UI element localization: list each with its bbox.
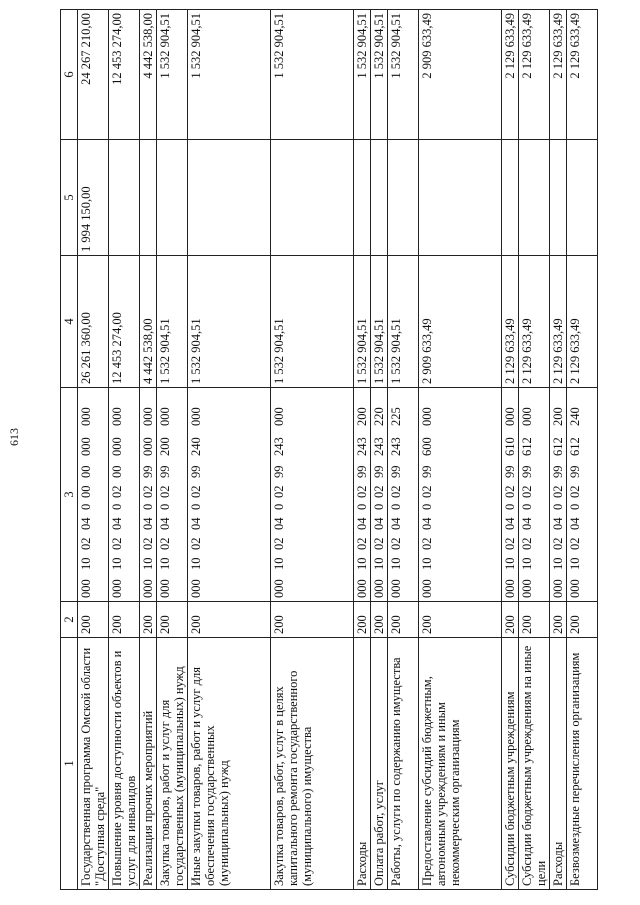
row-name-cell: Государственная программа Омской области "Доступная среда": [78, 638, 109, 890]
code-part: 000: [141, 407, 155, 426]
code-part: 000: [79, 437, 93, 456]
code-part: 0: [272, 503, 286, 510]
code-part: 02: [158, 485, 172, 498]
row-code-cell: [78, 388, 109, 602]
code-part: 225: [389, 407, 403, 426]
code-part: 99: [420, 465, 434, 478]
table-row: [109, 10, 140, 890]
code-part: 200: [551, 407, 565, 426]
code-part: 02: [158, 537, 172, 550]
code-part: 02: [503, 537, 517, 550]
code-part: 02: [503, 485, 517, 498]
row-column-4-cell: 1 532 904,51: [188, 256, 271, 388]
row-code-cell: [157, 388, 188, 602]
row-column-2-cell: 200: [371, 602, 388, 638]
row-column-4-cell: 1 532 904,51: [388, 256, 419, 388]
row-code-cell: [519, 388, 550, 602]
row-column-5-cell: [188, 140, 271, 256]
code-part: 000: [551, 579, 565, 598]
row-column-6-cell: 12 453 274,00: [109, 10, 140, 140]
row-column-6-cell: 2 129 633,49: [502, 10, 519, 140]
row-column-5-cell: [157, 140, 188, 256]
code-part: 000: [520, 407, 534, 426]
code-part: 02: [189, 485, 203, 498]
row-column-4-cell: 4 442 538,00: [140, 256, 157, 388]
row-column-5-cell: [502, 140, 519, 256]
code-part: 04: [568, 517, 582, 530]
code-part: 0: [79, 503, 93, 510]
code-part: 02: [420, 485, 434, 498]
code-part: 10: [520, 557, 534, 570]
code-part: 000: [110, 437, 124, 456]
row-name-cell: Закупка товаров, работ, услуг в целях капитального ремонта государственного (муниципального) имущества: [271, 638, 354, 890]
code-part: 99: [158, 465, 172, 478]
code-part: 0: [141, 503, 155, 510]
row-column-5-cell: [419, 140, 502, 256]
row-column-6-cell: 2 129 633,49: [567, 10, 598, 140]
row-column-5-cell: [371, 140, 388, 256]
row-name-cell: Работы, услуги по содержанию имущества: [388, 638, 419, 890]
rotated-page: [60, 10, 610, 890]
row-column-5-cell: [271, 140, 354, 256]
code-part: 000: [79, 579, 93, 598]
code-part: 02: [568, 537, 582, 550]
row-name-cell: Субсидии бюджетным учреждениям: [502, 638, 519, 890]
code-part: 10: [420, 557, 434, 570]
code-part: 99: [551, 465, 565, 478]
code-part: 04: [189, 517, 203, 530]
row-column-4-cell: 1 532 904,51: [354, 256, 371, 388]
code-part: 000: [79, 407, 93, 426]
code-part: 000: [189, 579, 203, 598]
table-row: [388, 10, 419, 890]
table-row: [371, 10, 388, 890]
row-name-cell: Субсидии бюджетным учреждениям на иные цели: [519, 638, 550, 890]
code-part: 000: [520, 579, 534, 598]
row-code-cell: [109, 388, 140, 602]
row-column-6-cell: 24 267 210,00: [78, 10, 109, 140]
code-part: 0: [355, 503, 369, 510]
code-part: 0: [551, 503, 565, 510]
code-part: 10: [355, 557, 369, 570]
code-part: 10: [551, 557, 565, 570]
code-part: 04: [372, 517, 386, 530]
code-part: 000: [110, 407, 124, 426]
code-part: 0: [503, 503, 517, 510]
row-code-cell: [502, 388, 519, 602]
table-row: [550, 10, 567, 890]
table-row: [78, 10, 109, 890]
row-column-2-cell: 200: [419, 602, 502, 638]
row-code-cell: [271, 388, 354, 602]
row-column-4-cell: 26 261 360,00: [78, 256, 109, 388]
header-cell: 5: [61, 140, 78, 256]
code-part: 000: [110, 579, 124, 598]
code-part: 000: [158, 579, 172, 598]
code-part: 000: [158, 407, 172, 426]
row-column-5-cell: [567, 140, 598, 256]
code-part: 04: [141, 517, 155, 530]
page-number: 613: [7, 428, 21, 446]
code-part: 000: [141, 579, 155, 598]
row-column-6-cell: 1 532 904,51: [388, 10, 419, 140]
code-part: 220: [372, 407, 386, 426]
table-row: [519, 10, 550, 890]
code-part: 000: [272, 407, 286, 426]
code-part: 02: [272, 485, 286, 498]
row-column-2-cell: 200: [502, 602, 519, 638]
code-part: 04: [503, 517, 517, 530]
code-part: 600: [420, 437, 434, 456]
code-part: 000: [372, 579, 386, 598]
code-part: 200: [355, 407, 369, 426]
row-column-2-cell: 200: [354, 602, 371, 638]
code-part: 612: [568, 437, 582, 456]
header-cell: 3: [61, 388, 78, 602]
row-column-4-cell: 1 532 904,51: [157, 256, 188, 388]
code-part: 02: [141, 537, 155, 550]
row-column-6-cell: 1 532 904,51: [157, 10, 188, 140]
code-part: 000: [189, 407, 203, 426]
code-part: 10: [79, 557, 93, 570]
row-column-2-cell: 200: [550, 602, 567, 638]
row-column-5-cell: [519, 140, 550, 256]
row-column-6-cell: 1 532 904,51: [371, 10, 388, 140]
row-code-cell: [419, 388, 502, 602]
table-body: [78, 10, 598, 890]
table-row: [188, 10, 271, 890]
row-name-cell: Оплата работ, услуг: [371, 638, 388, 890]
row-column-4-cell: 2 129 633,49: [519, 256, 550, 388]
code-part: 10: [389, 557, 403, 570]
row-column-4-cell: 2 129 633,49: [550, 256, 567, 388]
code-part: 243: [355, 437, 369, 456]
row-column-5-cell: [388, 140, 419, 256]
code-part: 04: [520, 517, 534, 530]
row-code-cell: [371, 388, 388, 602]
row-column-4-cell: 2 129 633,49: [567, 256, 598, 388]
row-code-cell: [354, 388, 371, 602]
code-part: 99: [272, 465, 286, 478]
code-part: 99: [189, 465, 203, 478]
code-part: 04: [551, 517, 565, 530]
row-column-4-cell: 2 909 633,49: [419, 256, 502, 388]
code-part: 0: [372, 503, 386, 510]
code-part: 02: [372, 537, 386, 550]
code-part: 10: [141, 557, 155, 570]
code-part: 240: [568, 407, 582, 426]
code-part: 612: [551, 437, 565, 456]
code-part: 000: [389, 579, 403, 598]
code-part: 000: [503, 407, 517, 426]
row-code-cell: [188, 388, 271, 602]
row-column-6-cell: 2 909 633,49: [419, 10, 502, 140]
code-part: 0: [110, 503, 124, 510]
budget-table: [60, 9, 598, 890]
code-part: 99: [355, 465, 369, 478]
header-cell: 2: [61, 602, 78, 638]
row-name-cell: Предоставление субсидий бюджетным, автономным учреждениям и иным некоммерческим организациям: [419, 638, 502, 890]
code-part: 000: [568, 579, 582, 598]
code-part: 0: [158, 503, 172, 510]
code-part: 000: [141, 437, 155, 456]
code-part: 240: [189, 437, 203, 456]
row-column-5-cell: [354, 140, 371, 256]
code-part: 04: [355, 517, 369, 530]
code-part: 04: [79, 517, 93, 530]
code-part: 02: [110, 537, 124, 550]
row-column-5-cell: [140, 140, 157, 256]
row-column-6-cell: 4 442 538,00: [140, 10, 157, 140]
code-part: 02: [79, 537, 93, 550]
code-part: 0: [389, 503, 403, 510]
row-column-2-cell: 200: [188, 602, 271, 638]
row-name-cell: Закупка товаров, работ и услуг для государственных (муниципальных) нужд: [157, 638, 188, 890]
row-column-6-cell: 1 532 904,51: [271, 10, 354, 140]
code-part: 04: [110, 517, 124, 530]
code-part: 00: [110, 465, 124, 478]
code-part: 000: [503, 579, 517, 598]
row-column-2-cell: 200: [519, 602, 550, 638]
code-part: 02: [551, 537, 565, 550]
row-column-2-cell: 200: [388, 602, 419, 638]
code-part: 243: [389, 437, 403, 456]
code-part: 99: [389, 465, 403, 478]
row-column-6-cell: 1 532 904,51: [354, 10, 371, 140]
header-cell: 1: [61, 638, 78, 890]
code-part: 02: [551, 485, 565, 498]
row-column-6-cell: 2 129 633,49: [519, 10, 550, 140]
code-part: 243: [272, 437, 286, 456]
code-part: 0: [520, 503, 534, 510]
row-column-2-cell: 200: [271, 602, 354, 638]
code-part: 10: [110, 557, 124, 570]
header-cell: 4: [61, 256, 78, 388]
table-row: [502, 10, 519, 890]
code-part: 000: [420, 407, 434, 426]
code-part: 02: [372, 485, 386, 498]
row-column-5-cell: [109, 140, 140, 256]
row-code-cell: [140, 388, 157, 602]
row-column-5-cell: [550, 140, 567, 256]
table-row: [354, 10, 371, 890]
code-part: 00: [79, 465, 93, 478]
code-part: 612: [520, 437, 534, 456]
code-part: 02: [272, 537, 286, 550]
row-name-cell: Повышение уровня доступности объектов и услуг для инвалидов: [109, 638, 140, 890]
row-column-2-cell: 200: [78, 602, 109, 638]
row-column-4-cell: 1 532 904,51: [271, 256, 354, 388]
code-part: 02: [189, 537, 203, 550]
code-part: 99: [503, 465, 517, 478]
code-part: 04: [420, 517, 434, 530]
code-part: 000: [355, 579, 369, 598]
code-part: 10: [568, 557, 582, 570]
code-part: 99: [568, 465, 582, 478]
code-part: 04: [158, 517, 172, 530]
header-cell: 6: [61, 10, 78, 140]
code-part: 10: [272, 557, 286, 570]
row-column-6-cell: 1 532 904,51: [188, 10, 271, 140]
code-part: 02: [389, 485, 403, 498]
code-part: 10: [503, 557, 517, 570]
row-column-4-cell: 1 532 904,51: [371, 256, 388, 388]
code-part: 10: [158, 557, 172, 570]
table-row: [419, 10, 502, 890]
code-part: 04: [389, 517, 403, 530]
row-name-cell: Расходы: [550, 638, 567, 890]
row-name-cell: Расходы: [354, 638, 371, 890]
row-column-2-cell: 200: [567, 602, 598, 638]
code-part: 0: [420, 503, 434, 510]
code-part: 02: [520, 537, 534, 550]
table-row: [271, 10, 354, 890]
code-part: 04: [272, 517, 286, 530]
code-part: 02: [355, 485, 369, 498]
row-column-5-cell: 1 994 150,00: [78, 140, 109, 256]
code-part: 99: [141, 465, 155, 478]
row-column-2-cell: 200: [157, 602, 188, 638]
code-part: 000: [272, 579, 286, 598]
code-part: 243: [372, 437, 386, 456]
row-column-2-cell: 200: [109, 602, 140, 638]
code-part: 10: [372, 557, 386, 570]
code-part: 00: [79, 485, 93, 498]
code-part: 610: [503, 437, 517, 456]
table-row: [567, 10, 598, 890]
row-code-cell: [388, 388, 419, 602]
row-name-cell: Реализация прочих мероприятий: [140, 638, 157, 890]
row-code-cell: [550, 388, 567, 602]
row-column-4-cell: 2 129 633,49: [502, 256, 519, 388]
code-part: 0: [568, 503, 582, 510]
table-row: [140, 10, 157, 890]
code-part: 99: [520, 465, 534, 478]
code-part: 0: [189, 503, 203, 510]
code-part: 000: [420, 579, 434, 598]
code-part: 02: [520, 485, 534, 498]
row-column-6-cell: 2 129 633,49: [550, 10, 567, 140]
code-part: 02: [355, 537, 369, 550]
code-part: 10: [189, 557, 203, 570]
row-name-cell: Безвозмездные перечисления организациям: [567, 638, 598, 890]
header-row: [61, 10, 78, 890]
code-part: 02: [141, 485, 155, 498]
table-row: [157, 10, 188, 890]
code-part: 99: [372, 465, 386, 478]
code-part: 02: [110, 485, 124, 498]
code-part: 02: [389, 537, 403, 550]
row-column-2-cell: 200: [140, 602, 157, 638]
row-column-4-cell: 12 453 274,00: [109, 256, 140, 388]
code-part: 200: [158, 437, 172, 456]
row-code-cell: [567, 388, 598, 602]
row-name-cell: Иные закупки товаров, работ и услуг для обеспечения государственных (муниципальных) нужд: [188, 638, 271, 890]
code-part: 02: [420, 537, 434, 550]
code-part: 02: [568, 485, 582, 498]
